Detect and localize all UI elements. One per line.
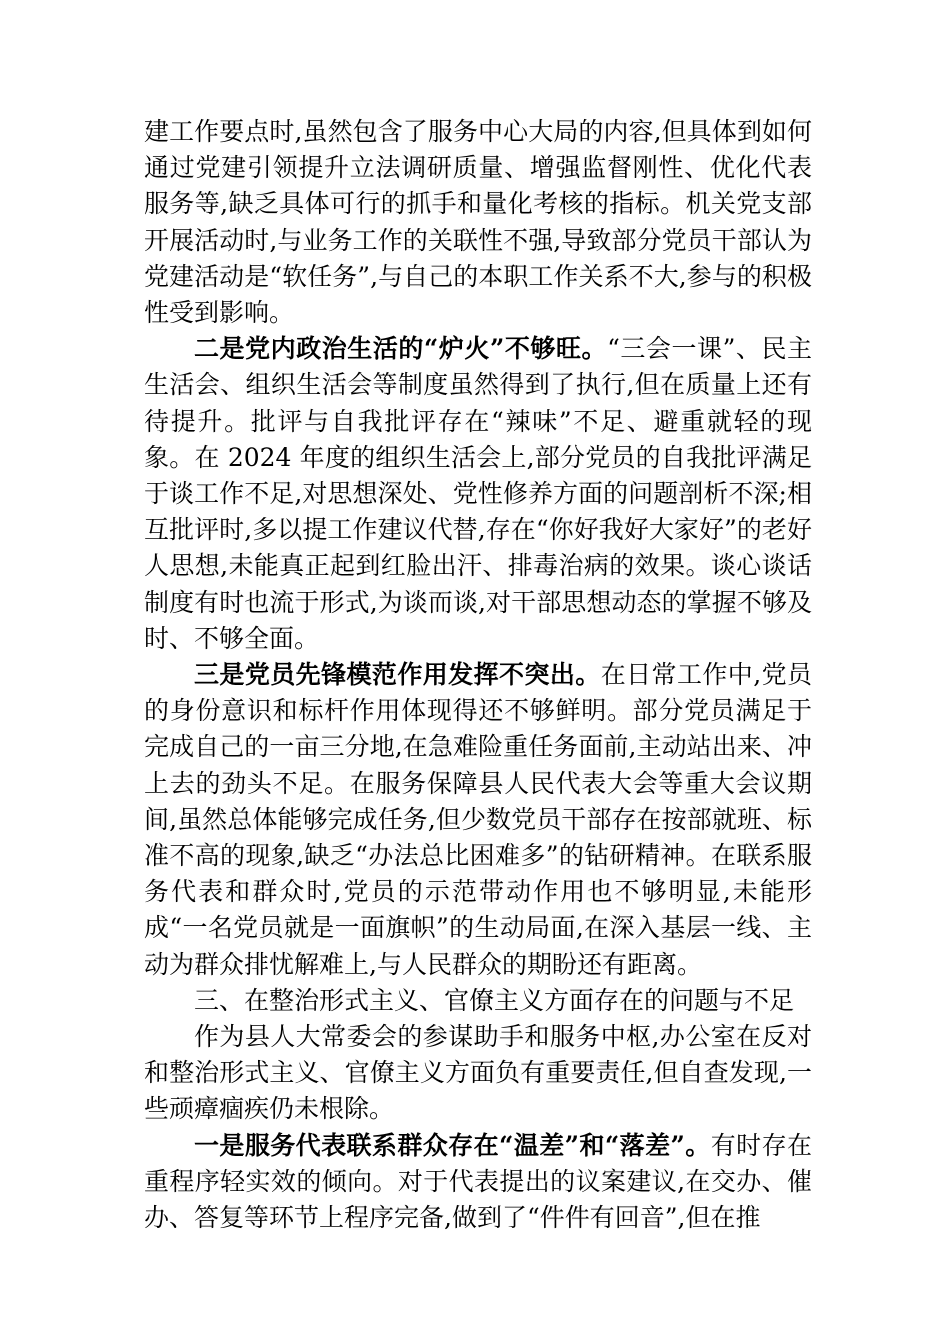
paragraph-text: “三会一课”、民主生活会、组织生活会等制度虽然得到了执行,但在质量上还有待提升。批评与自我批评存在“辣味”不足、避重就轻的现象。在 2024 年度的组织生活会上,部分党员的自我批评满足于谈工作不足,对思想深处、党性修养方面的问题剖析不深;相互批评时,多以提工作建议代替,存在“你好我好大家好”的老好人思想,未能真正起到红脸出汗、排毒治病的效果。谈心谈话制度有时也流于形式,为谈而谈,对干部思想动态的掌握不够及时、不够全面。 [144,334,812,653]
paragraph-lead-heading: 三是党员先锋模范作用发挥不突出。 [194,660,601,690]
paragraph-text: 在日常工作中,党员的身份意识和标杆作用体现得还不够鲜明。部分党员满足于完成自己的一亩三分地,在急难险重任务面前,主动站出来、冲上去的劲头不足。在服务保障县人民代表大会等重大会议期间,虽然总体能够完成任务,但少数党员干部存在按部就班、标准不高的现象,缺乏“办法总比困难多”的钻研精神。在联系服务代表和群众时,党员的示范带动作用也不够明显,未能形成“一名党员就是一面旗帜”的生动局面,在深入基层一线、主动为群众排忧解难上,与人民群众的期盼还有距离。 [144,660,812,979]
paragraph-point-one [144,1128,812,1237]
paragraph-lead-heading: 一是服务代表联系群众存在“温差”和“落差”。 [194,1130,711,1160]
paragraph-continuation [144,114,812,331]
paragraph-section-intro [144,1019,812,1128]
paragraph-point-two [144,331,812,657]
paragraph-lead-heading: 二是党内政治生活的“炉火”不够旺。 [194,334,608,364]
paragraph-text: 作为县人大常委会的参谋助手和服务中枢,办公室在反对和整治形式主义、官僚主义方面负有重要责任,但自查发现,一些顽瘴痼疾仍未根除。 [144,1022,812,1124]
section-heading [144,983,812,1019]
paragraph-text: 建工作要点时,虽然包含了服务中心大局的内容,但具体到如何通过党建引领提升立法调研质量、增强监督刚性、优化代表服务等,缺乏具体可行的抓手和量化考核的指标。机关党支部开展活动时,与业务工作的关联性不强,导致部分党员干部认为党建活动是“软任务”,与自己的本职工作关系不大,参与的积极性受到影响。 [144,117,812,328]
section-heading-text: 三、在整治形式主义、官僚主义方面存在的问题与不足 [194,985,795,1015]
paragraph-point-three [144,657,812,983]
paragraph-text: 有时存在重程序轻实效的倾向。对于代表提出的议案建议,在交办、催办、答复等环节上程序完备,做到了“件件有回音”,但在推 [144,1130,812,1233]
document-body [144,114,812,1236]
